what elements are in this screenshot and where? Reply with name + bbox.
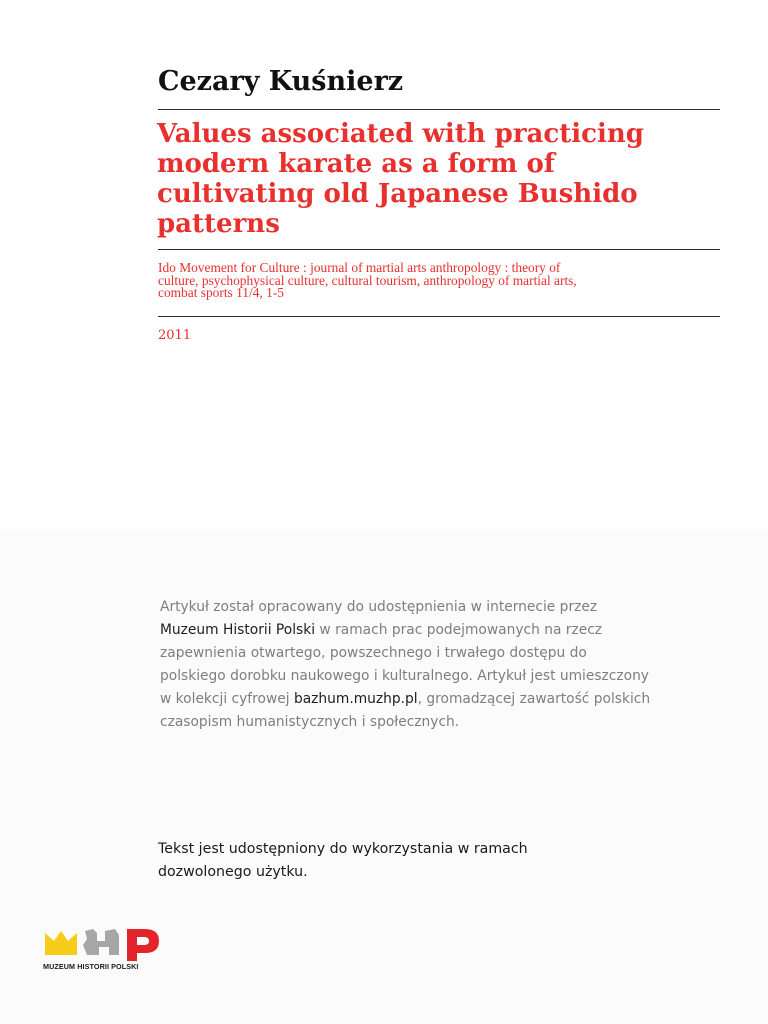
- note-line: [160, 619, 740, 642]
- title-line: modern karate as a form of: [157, 149, 555, 179]
- availability-note: [160, 596, 740, 734]
- logo-m-mark: [45, 931, 77, 955]
- divider-line: [158, 249, 720, 250]
- note-text: , gromadzącej zawartość polskich: [417, 691, 651, 707]
- source-line: Ido Movement for Culture : journal of martial arts anthropology : theory of: [158, 260, 561, 275]
- title-line: Values associated with practicing: [157, 119, 644, 149]
- note-line: Artykuł został opracowany do udostępnienia w internecie przez: [160, 599, 598, 615]
- license-note: [158, 838, 718, 884]
- note-line: [160, 688, 740, 711]
- license-line: Tekst jest udostępniony do wykorzystania w ramach: [158, 841, 528, 857]
- source-line: combat sports 11/4, 1-5: [158, 285, 284, 300]
- note-line: zapewnienia otwartego, powszechnego i trwałego dostępu do: [160, 645, 587, 661]
- article-title: [157, 119, 717, 239]
- author-name: Cezary Kuśnierz: [158, 66, 404, 97]
- publication-year: 2011: [158, 328, 192, 343]
- divider-line: [158, 316, 720, 317]
- title-line: cultivating old Japanese Bushido: [157, 179, 638, 209]
- license-line: dozwolonego użytku.: [158, 864, 308, 880]
- museum-name: Muzeum Historii Polski: [160, 622, 316, 638]
- journal-source: [158, 262, 718, 300]
- logo-h-mark: [83, 929, 119, 955]
- note-line: polskiego dorobku naukowego i kulturalnego. Artykuł jest umieszczony: [160, 668, 649, 684]
- source-line: culture, psychophysical culture, cultural tourism, anthropology of martial arts,: [158, 272, 577, 288]
- logo-p-mark: [127, 929, 159, 961]
- divider-line: [158, 109, 720, 110]
- title-line: patterns: [157, 209, 280, 239]
- note-line: czasopism humanistycznych i społecznych.: [160, 714, 460, 730]
- bazhum-link[interactable]: bazhum.muzhp.pl: [293, 691, 418, 707]
- note-text: w ramach prac podejmowanych na rzecz: [315, 622, 603, 638]
- note-text: w kolekcji cyfrowej: [160, 691, 294, 707]
- logo-caption: MUZEUM HISTORII POLSKI: [43, 962, 139, 971]
